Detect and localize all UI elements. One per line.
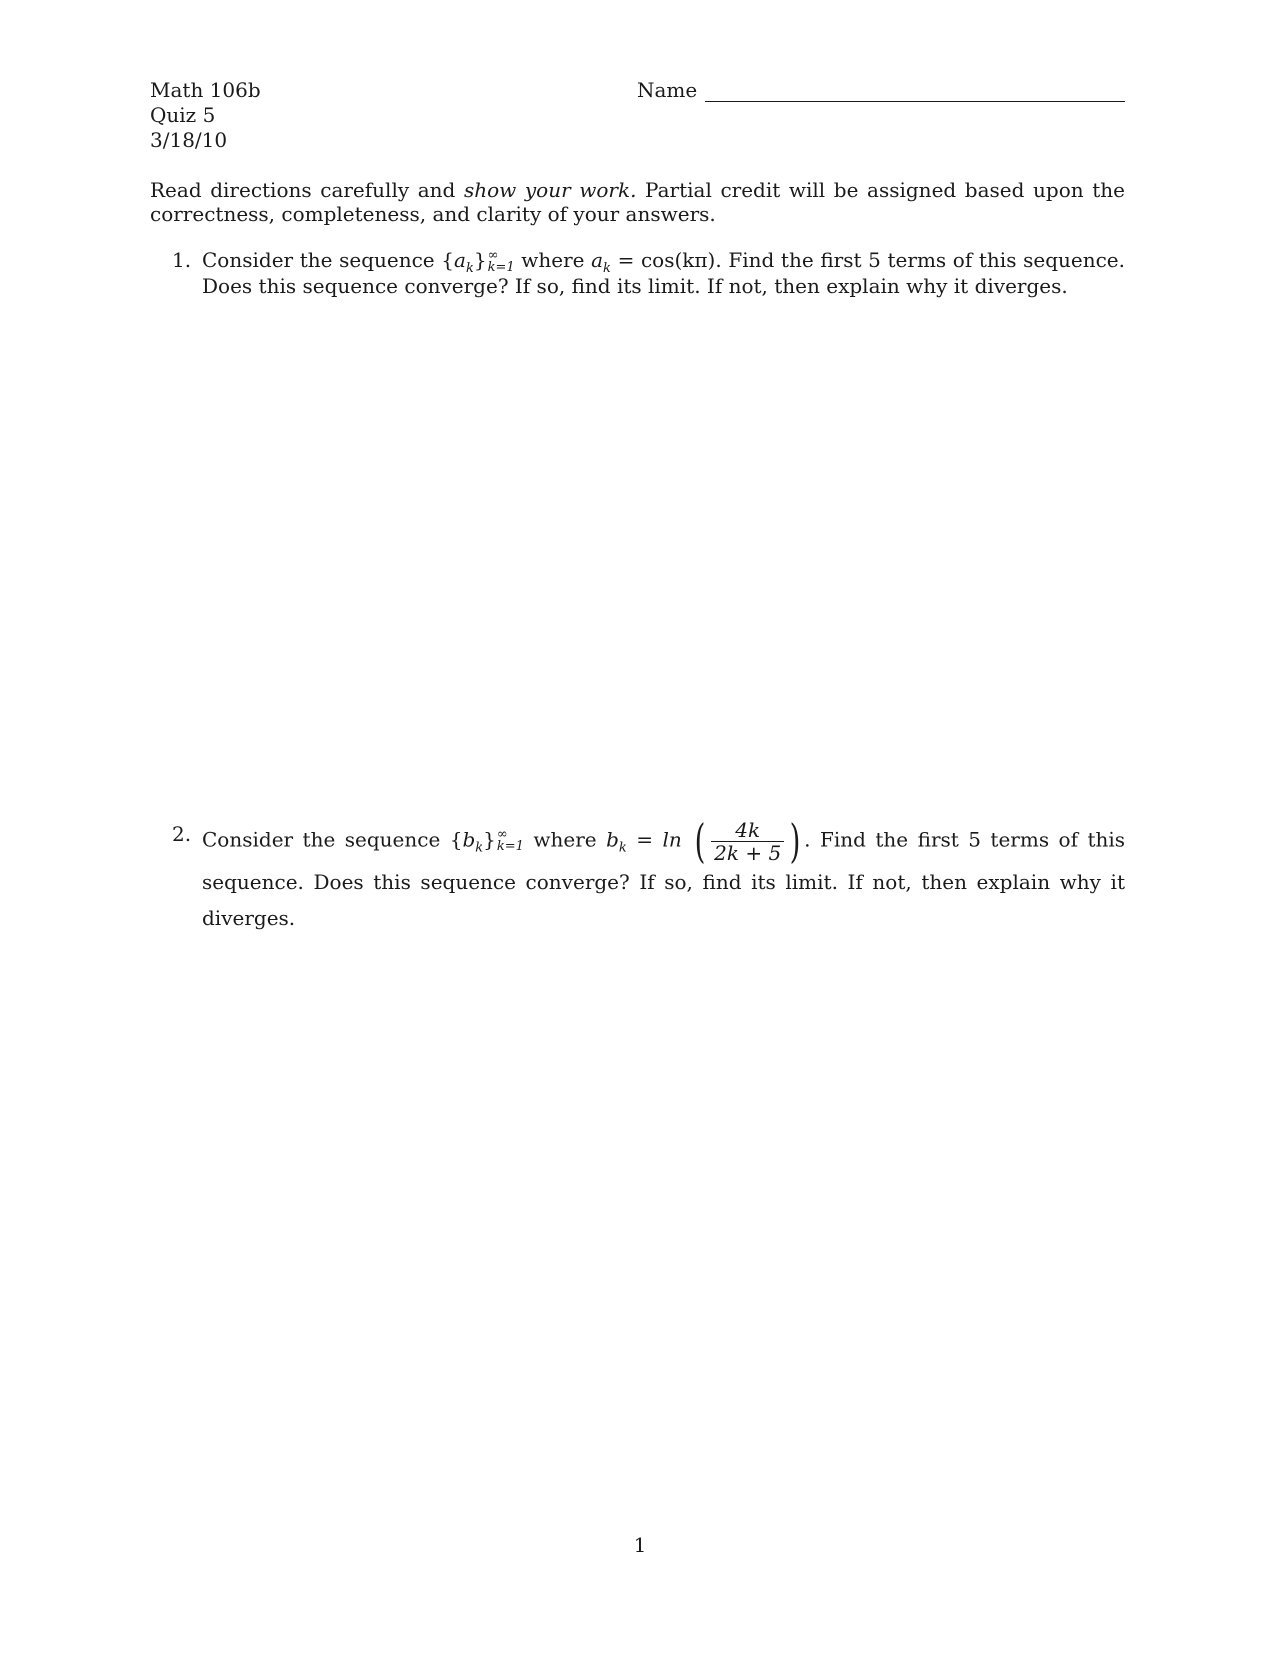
- fraction: [711, 819, 784, 864]
- fraction-numerator: 4k: [735, 817, 761, 842]
- sequence-limits: ∞ k=1: [487, 247, 515, 275]
- name-blank-line[interactable]: [705, 83, 1125, 102]
- left-paren: (: [694, 814, 706, 868]
- quiz-date: 3/18/10: [150, 128, 228, 152]
- instructions: Read directions carefully and show your work. Partial credit will be assigned based upon the correctness, completeness, and clarity of your answers.: [150, 178, 1125, 226]
- problem-1: [150, 248, 1125, 298]
- instructions-emphasis: show your work.: [463, 178, 637, 202]
- course-header: [150, 78, 261, 153]
- page-number: 1: [633, 1533, 647, 1557]
- problem-text: Consider the sequence $\{b_k\}$ ∞ k=1 where $b_k = \ln$ ( $\frac{4k}{2k + 5}$ ) . Find the first 5 terms of this sequence. Does this sequence converge? If so, find its limit. If not, then explain why it diverges.: [202, 814, 1126, 930]
- problem-number: 2.: [172, 822, 192, 846]
- problem-number: 1.: [172, 248, 192, 272]
- right-paren: ): [789, 814, 801, 868]
- sequence-limits: ∞ k=1: [496, 827, 524, 854]
- name-label: Name: [637, 78, 698, 102]
- course-name: Math 106b: [150, 78, 261, 102]
- fraction-denominator: 2k + 5: [711, 841, 784, 864]
- quiz-title: Quiz 5: [150, 103, 216, 127]
- problem-2: [150, 814, 1126, 936]
- name-field[interactable]: [637, 78, 1125, 102]
- problem-text: Consider the sequence $\{a_k\}$ ∞ k=1 where $a_k = \cos(k\pi)$. Find the first 5 terms of this sequence. Does this sequence converge? If so, find its limit. If not, then explain why it diverges.: [202, 247, 1125, 298]
